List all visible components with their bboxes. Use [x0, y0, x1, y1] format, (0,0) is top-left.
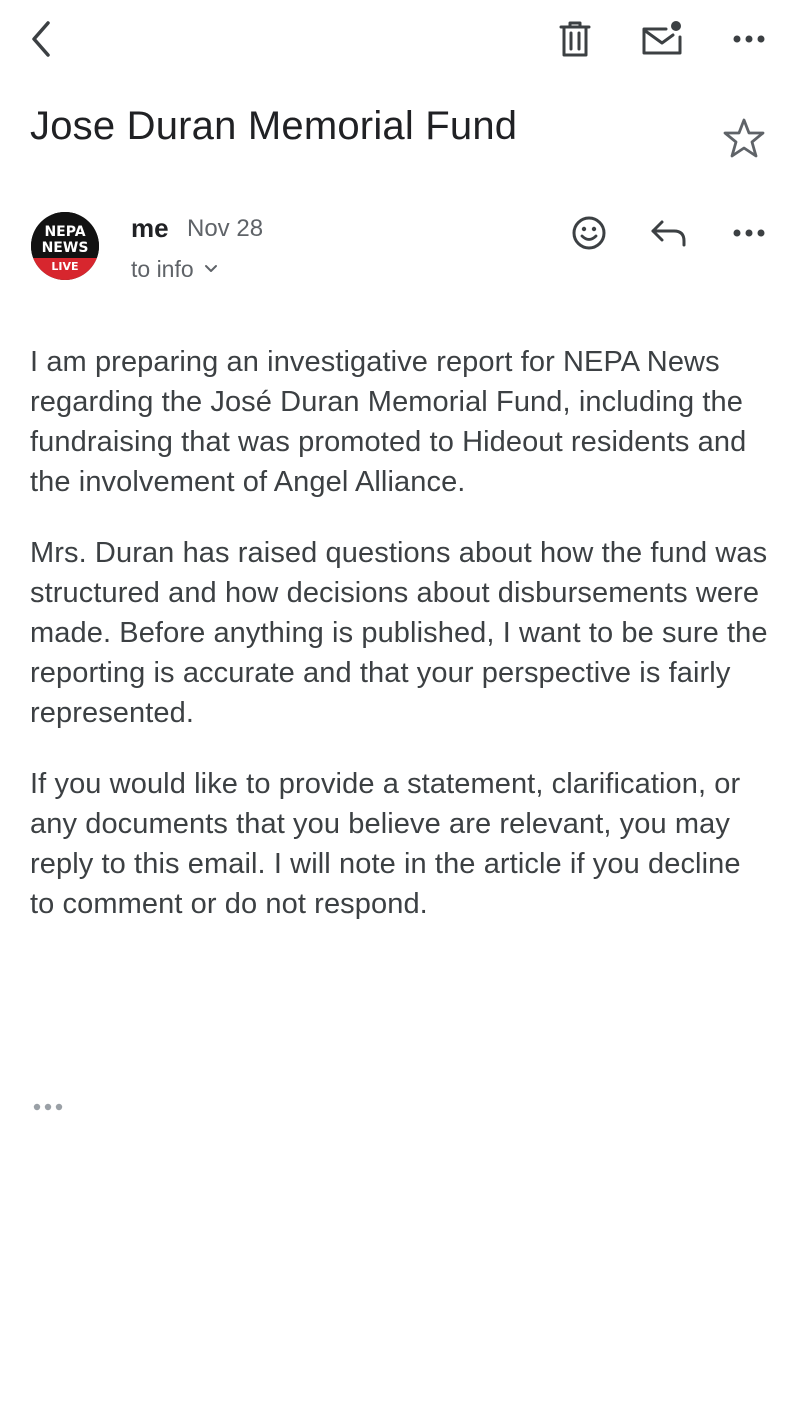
- subject-row: [30, 100, 770, 152]
- avatar-logo-line-3: LIVE: [51, 260, 79, 273]
- add-reaction-button[interactable]: [566, 210, 612, 256]
- more-horizontal-icon: [732, 228, 766, 238]
- avatar-logo-line-2: NEWS: [41, 240, 89, 256]
- mail-unread-icon: [640, 19, 684, 59]
- more-horizontal-icon: [732, 34, 766, 44]
- sender-name: me: [131, 213, 169, 243]
- star-button[interactable]: [718, 112, 770, 164]
- body-paragraph-1: I am preparing an investigative report for NEPA News regarding the José Duran Memorial Fund, including the fundraising that was promoted to Hideout residents and the involvement of Angel Alliance.: [30, 346, 747, 498]
- body-paragraph-3: If you would like to provide a statement, clarification, or any documents that you believe are relevant, you may reply to this email. I will note in the article if you decline to comment or do not respond.: [30, 768, 741, 920]
- show-trimmed-content-button[interactable]: [28, 1094, 68, 1120]
- back-button[interactable]: [16, 14, 66, 64]
- email-date: Nov 28: [187, 215, 264, 242]
- avatar-logo-line-1: NEPA: [44, 224, 86, 240]
- sender-avatar[interactable]: [31, 212, 99, 280]
- recipients-toggle[interactable]: [131, 254, 218, 284]
- more-options-button[interactable]: [724, 14, 774, 64]
- recipients-label: to info: [131, 256, 194, 282]
- email-subject: Jose Duran Memorial Fund: [30, 104, 518, 148]
- reply-icon: [650, 218, 688, 248]
- smiley-icon: [571, 215, 607, 251]
- more-horizontal-icon: [31, 1102, 65, 1112]
- chevron-left-icon: [26, 19, 56, 59]
- reply-button[interactable]: [646, 210, 692, 256]
- top-toolbar: [0, 0, 800, 80]
- mark-unread-button[interactable]: [637, 14, 687, 64]
- trash-icon: [557, 19, 593, 59]
- delete-button[interactable]: [550, 14, 600, 64]
- chevron-down-icon: [204, 264, 218, 274]
- body-paragraph-2: Mrs. Duran has raised questions about how the fund was structured and how decisions about disbursements were made. Before anything is published, I want to be sure the reporting is accurate and that your perspective is fairly represented.: [30, 537, 768, 729]
- email-body: [30, 342, 770, 955]
- star-outline-icon: [722, 116, 766, 160]
- message-more-options-button[interactable]: [726, 210, 772, 256]
